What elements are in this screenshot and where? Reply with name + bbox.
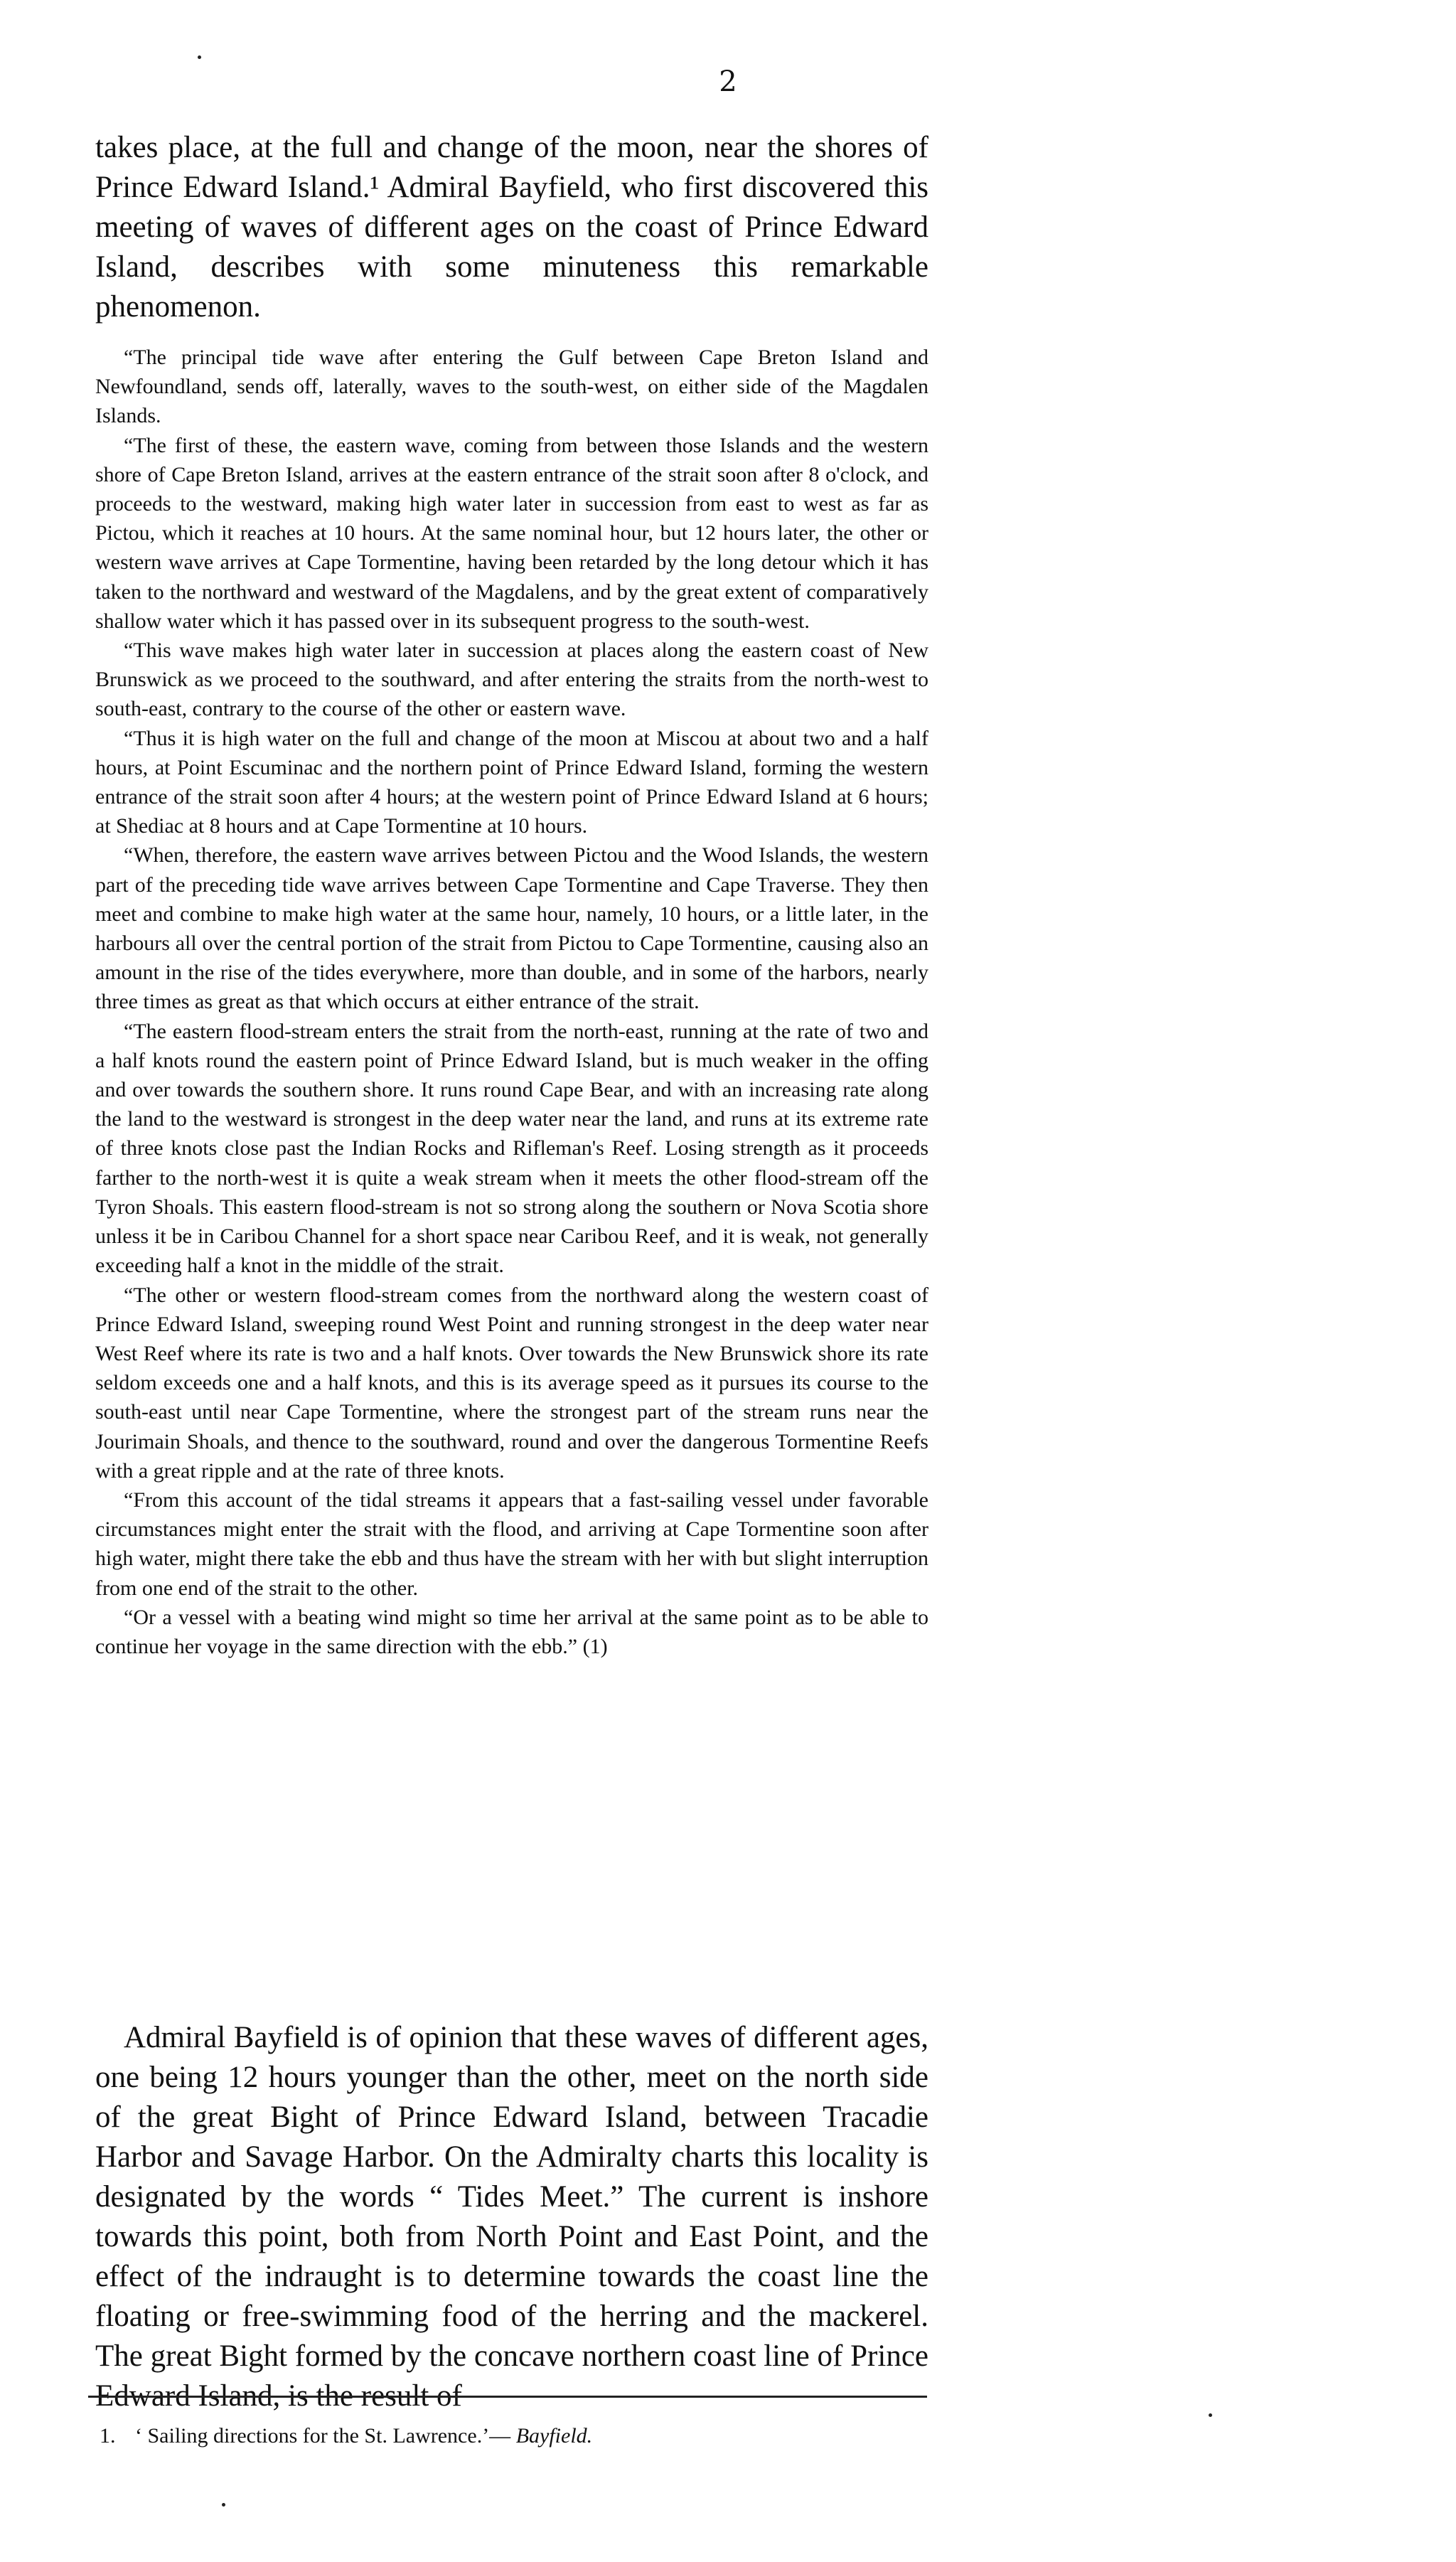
quote-paragraph: “This wave makes high water later in succession at places along the eastern coast of New Brunswick as we proceed to the southward, and after entering the straits from the north-west to south-east, contrary to the course of the other or eastern wave. — [95, 639, 928, 721]
footnote-text: ‘ Sailing directions for the St. Lawrence.’— — [135, 2424, 516, 2448]
bayfield-quotation — [95, 343, 928, 1661]
footnote — [100, 2422, 882, 2450]
scan-speck — [198, 55, 201, 59]
footnote-number: 1. — [100, 2424, 116, 2448]
intro-paragraph-block — [95, 128, 928, 327]
page-number: 2 — [719, 65, 737, 98]
quote-paragraph: “The first of these, the eastern wave, coming from between those Islands and the western shore of Cape Breton Island, arrives at the eastern entrance of the strait soon after 8 o'clock, and proceeds to the westward, making high water later in succession from east to west as far as Pictou, which it reaches at 10 hours. At the same nominal hour, but 12 hours later, the other or western wave arrives at Cape Tormentine, having been retarded by the long detour which it has taken to the northward and westward of the Magdalens, and by the great extent of comparatively shallow water which it has passed over in its subsequent progress to the south-west. — [95, 433, 928, 633]
quote-paragraph: “The principal tide wave after entering the Gulf between Cape Breton Island and Newfoundland, sends off, laterally, waves to the south-west, on either side of the Magdalen Islands. — [95, 346, 928, 428]
quote-paragraph: “When, therefore, the eastern wave arrives between Pictou and the Wood Islands, the western part of the preceding tide wave arrives between Cape Tormentine and Cape Traverse. They then meet and combine to make high water at the same hour, namely, 10 hours, or a little later, in the harbours all over the central portion of the strait from Pictou to Cape Tormentine, causing also an amount in the rise of the tides everywhere, more than double, and in some of the harbors, nearly three times as great as that which occurs at either entrance of the strait. — [95, 843, 928, 1014]
quote-paragraph: “The eastern flood-stream enters the strait from the north-east, running at the rate of two and a half knots round the eastern point of Prince Edward Island, but is much weaker in the offing and over towards the southern shore. It runs round Cape Bear, and with an increasing rate along the land to the westward is strongest in the deep water near the land, and runs at its extreme rate of three knots close past the Indian Rocks and Rifleman's Reef. Losing strength as it proceeds farther to the north-west it is quite a weak stream when it meets the other flood-stream off the Tyron Shoals. This eastern flood-stream is not so strong along the southern or Nova Scotia shore unless it be in Caribou Channel for a short space near Caribou Reef, and it is weak, not generally exceeding half a knot in the middle of the strait. — [95, 1019, 928, 1278]
closing-paragraph-block — [95, 2018, 928, 2416]
scan-speck — [1209, 2413, 1212, 2417]
intro-paragraph: takes place, at the full and change of the moon, near the shores of Prince Edward Island.¹ Admiral Bayfield, who first discovered this meeting of waves of different ages on the coast of Prince Edward Island, describes with some minuteness this remarkable phenomenon. — [95, 131, 928, 324]
footnote-source: Bayfield. — [515, 2424, 593, 2448]
quote-paragraph: “The other or western flood-stream comes from the northward along the western coast of Prince Edward Island, sweeping round West Point and running strongest in the deep water near West Reef where its rate is two and a half knots. Over towards the New Brunswick shore its rate seldom exceeds one and a half knots, and this is its average speed as it pursues its course to the south-east until near Cape Tormentine, where the strongest part of the stream runs near the Jourimain Shoals, and thence to the southward, round and over the dangerous Tormentine Reefs with a great ripple and at the rate of three knots. — [95, 1283, 928, 1483]
closing-paragraph: Admiral Bayfield is of opinion that these waves of different ages, one being 12 hours younger than the other, meet on the north side of the great Bight of Prince Edward Island, between Tracadie Harbor and Savage Harbor. On the Admiralty charts this locality is designated by the words “ Tides Meet.” The current is inshore towards this point, both from North Point and East Point, and the effect of the indraught is to determine towards the coast line the floating or free-swimming food of the herring and the mackerel. The great Bight formed by the concave northern coast line of Prince Edward Island, is the result of — [95, 2021, 928, 2413]
quote-paragraph: “From this account of the tidal streams it appears that a fast-sailing vessel under favorable circumstances might enter the strait with the flood, and arriving at Cape Tormentine soon after high water, might there take the ebb and thus have the stream with her with but slight interruption from one end of the strait to the other. — [95, 1488, 928, 1600]
quote-paragraph: “Thus it is high water on the full and change of the moon at Miscou at about two and a half hours, at Point Escuminac and the northern point of Prince Edward Island, forming the western entrance of the strait soon after 4 hours; at the western point of Prince Edward Island at 6 hours; at Shediac at 8 hours and at Cape Tormentine at 10 hours. — [95, 726, 928, 838]
footnote-divider — [88, 2396, 927, 2398]
scan-speck — [222, 2503, 225, 2507]
quote-paragraph: “Or a vessel with a beating wind might so time her arrival at the same point as to be able to continue her voyage in the same direction with the ebb.” (1) — [95, 1605, 928, 1658]
